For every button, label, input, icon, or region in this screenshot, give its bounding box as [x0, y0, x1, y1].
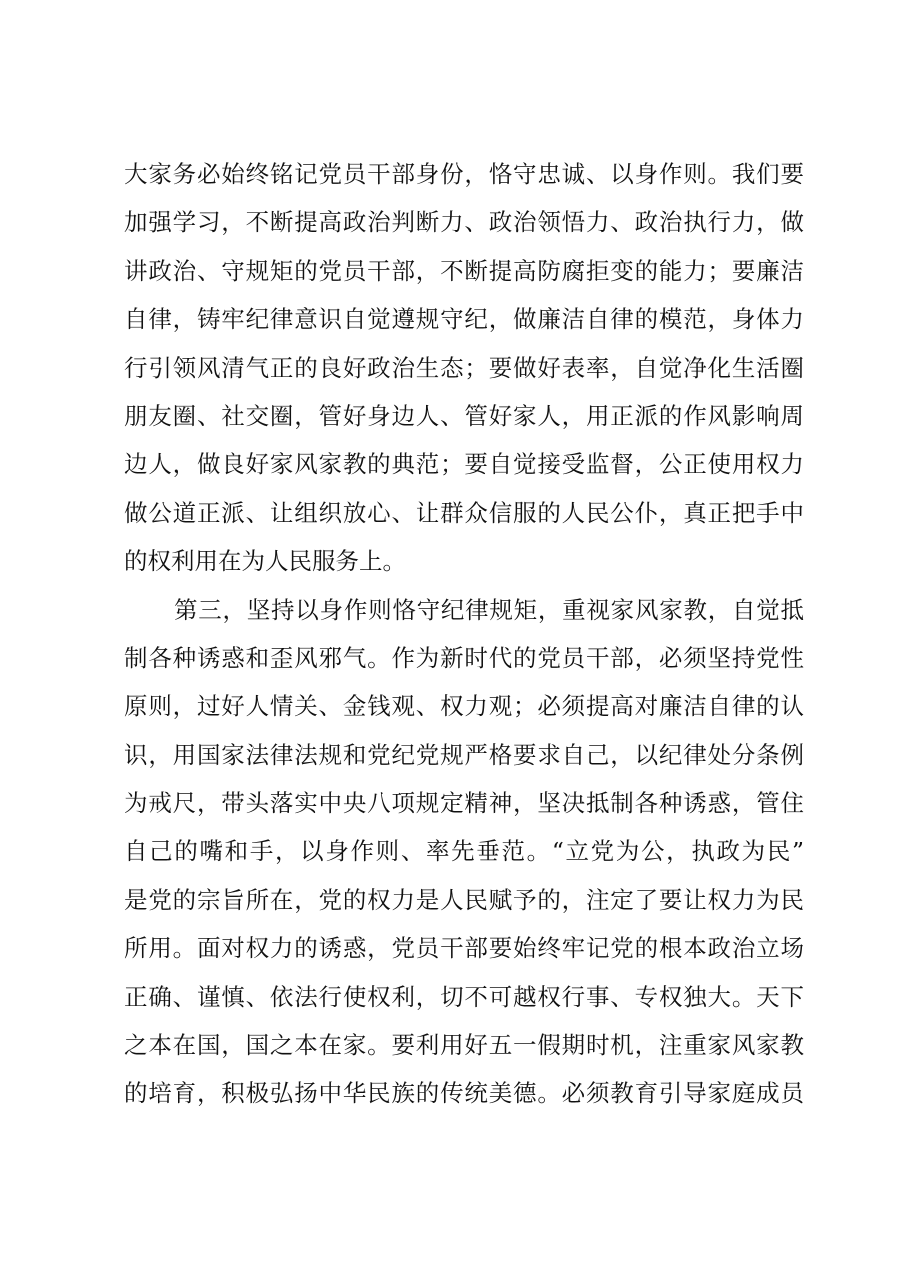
text-line: 做公道正派、让组织放心、让群众信服的人民公仆，真正把手中 — [124, 498, 804, 527]
text-line: 正确、谨慎、依法行使权利，切不可越权行事、专权独大。天下 — [124, 982, 804, 1011]
text-line: 朋友圈、社交圈，管好身边人、管好家人，用正派的作风影响周 — [124, 401, 804, 430]
text-line: 所用。面对权力的诱惑，党员干部要始终牢记党的根本政治立场 — [124, 934, 804, 963]
paragraph-third — [124, 586, 804, 1118]
text-line: 是党的宗旨所在，党的权力是人民赋予的，注定了要让权力为民 — [124, 885, 804, 914]
text-line: 第三，坚持以身作则恪守纪律规矩，重视家风家教，自觉抵 — [174, 595, 804, 624]
text-line: 讲政治、守规矩的党员干部，不断提高防腐拒变的能力；要廉洁 — [124, 256, 804, 285]
text-line: 原则，过好人情关、金钱观、权力观；必须提高对廉洁自律的认 — [124, 692, 804, 721]
text-line: 大家务必始终铭记党员干部身份，恪守忠诚、以身作则。我们要 — [124, 160, 804, 188]
text-line: 自己的嘴和手，以身作则、率先垂范。“立党为公，执政为民” — [124, 837, 804, 866]
document-body — [124, 150, 804, 1118]
text-line: 的权利用在为人民服务上。 — [124, 547, 406, 576]
text-line: 自律，铸牢纪律意识自觉遵规守纪，做廉洁自律的模范，身体力 — [124, 305, 804, 334]
text-line: 之本在国，国之本在家。要利用好五一假期时机，注重家风家教 — [124, 1031, 804, 1060]
text-line: 行引领风清气正的良好政治生态；要做好表率，自觉净化生活圈 — [124, 353, 804, 382]
text-line: 边人，做良好家风家教的典范；要自觉接受监督，公正使用权力 — [124, 450, 804, 479]
text-line: 识，用国家法律法规和党纪党规严格要求自己，以纪律处分条例 — [124, 740, 804, 769]
text-line: 的培育，积极弘扬中华民族的传统美德。必须教育引导家庭成员 — [124, 1079, 804, 1108]
paragraph-continuation — [124, 150, 804, 586]
text-line: 制各种诱惑和歪风邪气。作为新时代的党员干部，必须坚持党性 — [124, 643, 804, 672]
text-line: 为戒尺，带头落实中央八项规定精神，坚决抵制各种诱惑，管住 — [124, 789, 804, 818]
text-line: 加强学习，不断提高政治判断力、政治领悟力、政治执行力，做 — [124, 208, 804, 237]
